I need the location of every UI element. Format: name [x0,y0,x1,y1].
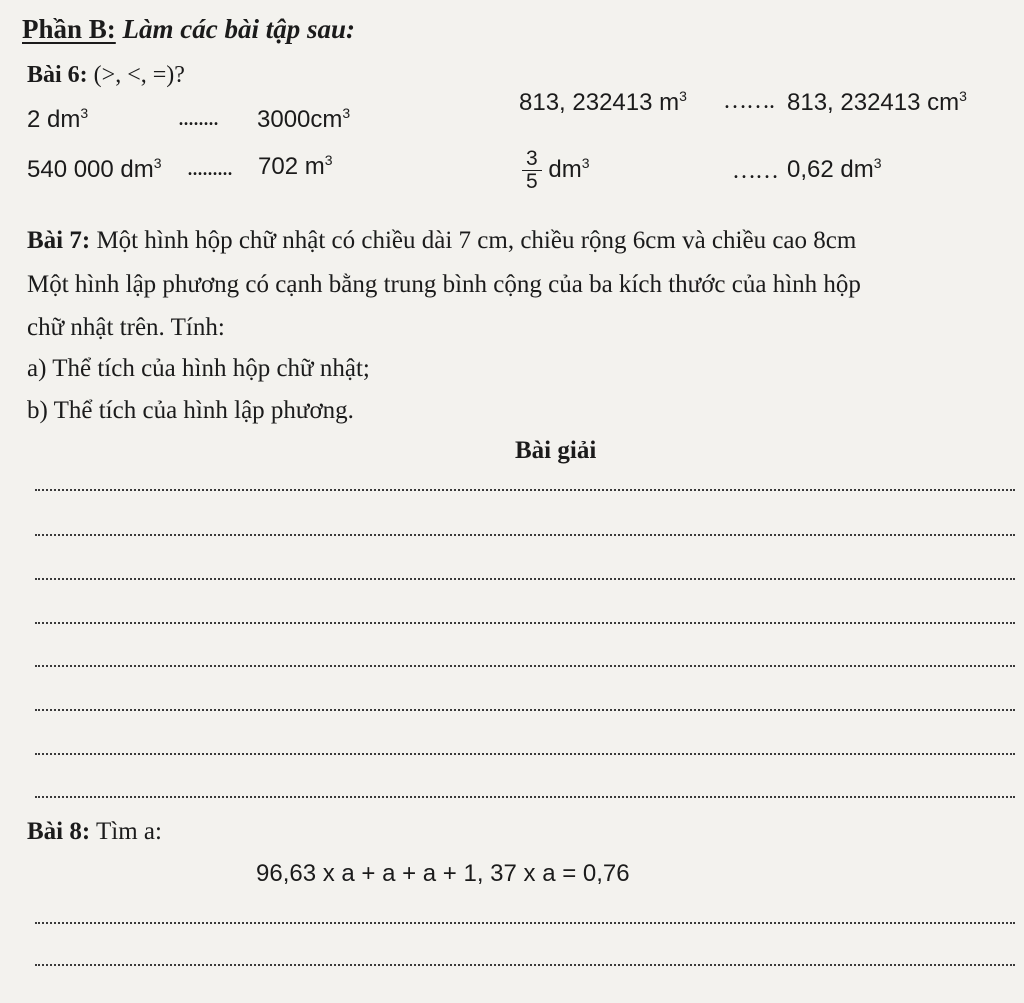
bai7-part-b: b) Thể tích của hình lập phương. [27,397,354,424]
bai6-row2-left-dots[interactable]: ......... [187,155,232,181]
bai6-row1-left-b: $3000cm^3$ [257,105,351,133]
bai6-row1-right-a: 813, 232413 $m^3$ [519,88,687,116]
part-instruction: Làm các bài tập sau: [122,14,356,44]
bai6-label: Bài 6: [27,62,88,88]
section-title [22,14,355,45]
answer-line[interactable] [35,665,1015,667]
bai6-row2-left-a: 540 000 $dm^3$ [27,155,162,183]
bai6-row2-right-fraction: $\frac{3}{5}$ $dm^3$ [522,148,590,193]
answer-line[interactable] [35,796,1015,798]
bai7-line2: Một hình lập phương có cạnh bằng trung bình cộng của ba kích thước của hình hộp [27,271,861,298]
bai6-row2-left-b: 702 $m^3$ [258,152,333,180]
answer-line[interactable] [35,578,1015,580]
bai8-instruction: Tìm a: [96,818,162,845]
answer-line[interactable] [35,922,1015,924]
bai6-row2-right-dots[interactable]: …… [732,158,778,184]
bai6-row1-left-dots[interactable]: ........ [178,105,218,131]
bai6-row2-right-b: 0,62 $dm^3$ [787,155,882,183]
bai8-heading [27,818,162,846]
bai6-row1-right-dots[interactable]: ……. [723,88,774,114]
answer-line[interactable] [35,964,1015,966]
fraction [522,148,542,193]
answer-line[interactable] [35,534,1015,536]
answer-line[interactable] [35,622,1015,624]
bai8-equation: 96,63 x a + a + a + 1, 37 x a = 0,76 [256,860,630,887]
fraction-numerator: 3 [522,148,542,171]
bai6-heading [27,62,185,89]
bai6-row1-right-b: 813, 232413 $cm^3$ [787,88,967,116]
bai7-line1: Bài 7: Một hình hộp chữ nhật có chiều dài 7 cm, chiều rộng 6cm và chiều cao 8cm [27,227,857,254]
bai6-prompt: (>, <, =)? [93,62,185,88]
bai8-label: Bài 8: [27,818,91,845]
bai7-part-a: a) Thể tích của hình hộp chữ nhật; [27,355,370,382]
fraction-unit: dm [548,155,582,183]
answer-line[interactable] [35,709,1015,711]
part-label: Phần B: [22,14,116,44]
bai7-line3: chữ nhật trên. Tính: [27,314,225,341]
bai7-label: Bài 7: [27,227,91,254]
answer-line[interactable] [35,753,1015,755]
solution-heading: Bài giải [515,437,597,464]
bai6-row1-left-a: 2 $dm^3$ [27,105,89,133]
answer-line[interactable] [35,489,1015,491]
fraction-denominator: 5 [526,170,538,194]
